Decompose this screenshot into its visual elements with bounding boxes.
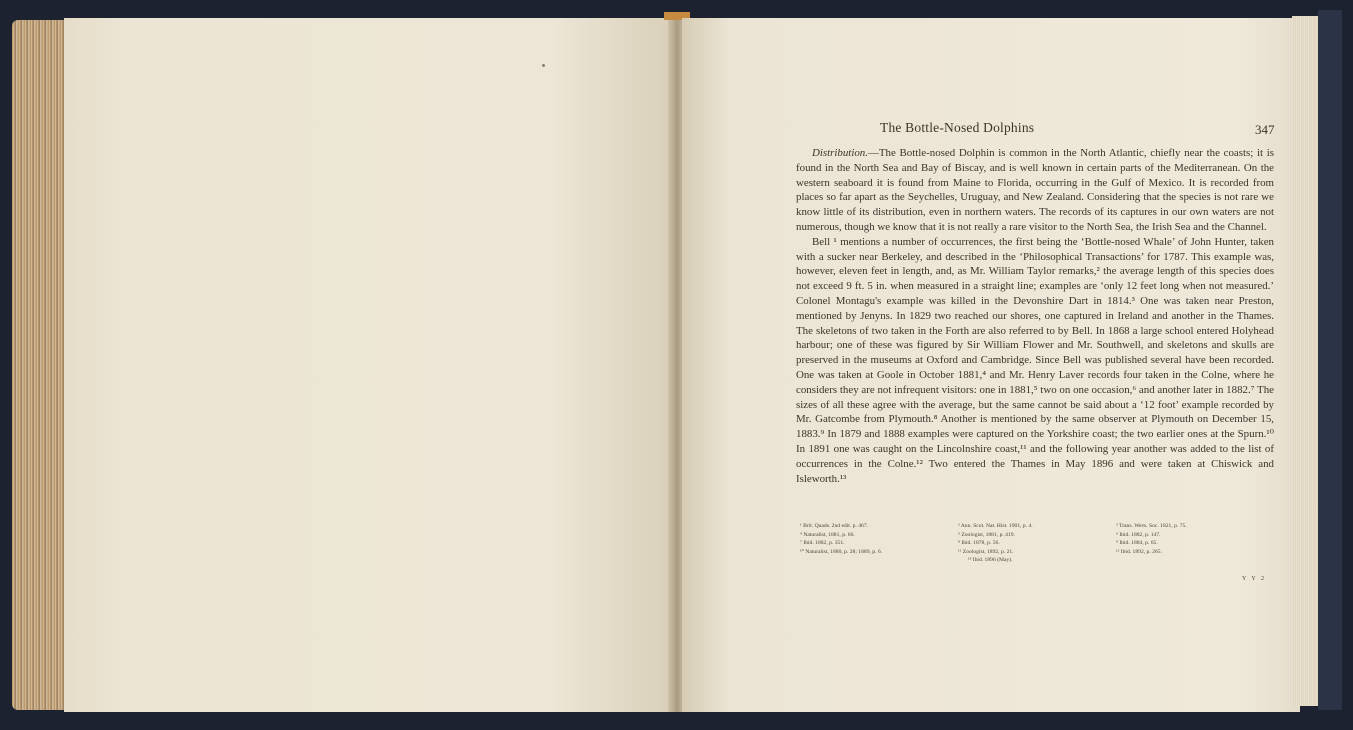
footnote-column-1 — [800, 522, 958, 565]
body-text — [796, 146, 1274, 486]
footnote: ⁴ Naturalist, 1881, p. 66. — [800, 531, 855, 538]
footnote-column-3 — [1116, 522, 1274, 565]
footnote: ⁷ Ibid. 1882, p. 351. — [800, 540, 845, 547]
footnote: ⁹ Ibid. 1884, p. 65. — [1116, 540, 1158, 547]
footnote: ¹¹ Zoologist, 1892, p. 21. — [958, 548, 1014, 555]
footnotes — [800, 522, 1274, 565]
running-head: The Bottle-Nosed Dolphins — [880, 120, 1035, 135]
footnote: ³ Trans. Wern. Soc. 1821, p. 75. — [1116, 523, 1187, 529]
footnote: ⁸ Ibid. 1878, p. 56. — [958, 540, 1000, 547]
book-cover-right — [1318, 10, 1342, 710]
paragraph-text: —The Bottle-nosed Dolphin is common in the North Atlantic, chiefly near the coasts; it is found in the North Sea and Bay of Biscay, and is well known in certain parts of the Mediterranean. On the western seaboard it is found from Maine to Florida, occurring in the Gulf of Mexico. It is recorded from places so far apart as the Seychelles, Uruguay, and New Zealand. Considering that the species is not rare we know little of its distribution, even in northern waters. The records of its captures in our own waters are not numerous, though we know that it is not really a rare visitor to the North Sea, the Irish Sea and the Channel. — [796, 147, 1274, 233]
speck — [542, 64, 545, 67]
paragraph-distribution — [796, 146, 1274, 235]
footnote: ¹³ Ibid. 1896 (May). — [968, 557, 1013, 564]
page-edges-right — [1292, 16, 1318, 706]
paragraph-text: Bell ¹ mentions a number of occurrences, the first being the ‘Bottle-nosed Whale’ of John Hunter, taken with a sucker near Berkeley, and described in the ‘Philosophical Transactions’ for 1787. This example was, however, eleven feet in length, and, as Mr. William Taylor remarks,² the average length of this species does not exceed 9 ft. 5 in. when measured in a straight line; examples are ‘only 12 feet long when not measured.’ Colonel Montagu's example was killed in the Devonshire Dart in 1814.³ One was taken near Preston, mentioned by Jenyns. In 1829 two reached our shores, one captured in Ireland and another in the Thames. The skeletons of two taken in the Forth are also referred to by Bell. In 1868 a large school entered Holyhead harbour; one of these was figured by Sir William Flower and Mr. Southwell, and skeletons and skulls are preserved in the museums at Oxford and Cambridge. Since Bell was published several have been recorded. One was taken at Goole in October 1881,⁴ and Mr. Henry Laver records four taken in the Colne, where he considers they are not infrequent visitors: one in 1881,⁵ two on one occasion,⁶ and another later in 1882.⁷ The sizes of all these agree with the average, but the same cannot be said about a ‘12 foot’ example recorded by Mr. Gatcombe from Plymouth.⁸ Another is mentioned by the same observer at Plymouth on December 15, 1883.⁹ In 1879 and 1888 examples were captured on the Yorkshire coast; the two earlier ones at the Spurn.¹⁰ In 1891 one was caught on the Lincolnshire coast,¹¹ and the following year another was added to the list of occurrences in the Colne.¹² Two entered the Thames in May 1896 and were taken at Chiswick and Isleworth.¹³ — [796, 235, 1274, 485]
footnote-column-2 — [958, 522, 1116, 565]
footnote: ⁵ Zoologist, 1881, p. 419. — [958, 531, 1015, 538]
footnote: ⁶ Ibid. 1882, p. 147. — [1116, 531, 1161, 538]
footnote: ¹² Ibid. 1892, p. 265. — [1116, 548, 1162, 555]
text-page — [682, 18, 1300, 712]
section-lead: Distribution. — [812, 147, 868, 159]
footnote: ¹ Brit. Quads. 2nd edit. p. 467. — [800, 523, 869, 529]
signature-mark: Y Y 2 — [1242, 576, 1266, 582]
page-number: 347 — [1255, 122, 1275, 137]
footnote: ¹⁰ Naturalist, 1880, p. 28; 1889, p. 6. — [800, 548, 883, 555]
blank-left-page — [64, 18, 674, 712]
footnote: ² Ann. Scot. Nat. Hist. 1901, p. 4. — [958, 523, 1033, 529]
paragraph-occurrences — [796, 235, 1274, 487]
